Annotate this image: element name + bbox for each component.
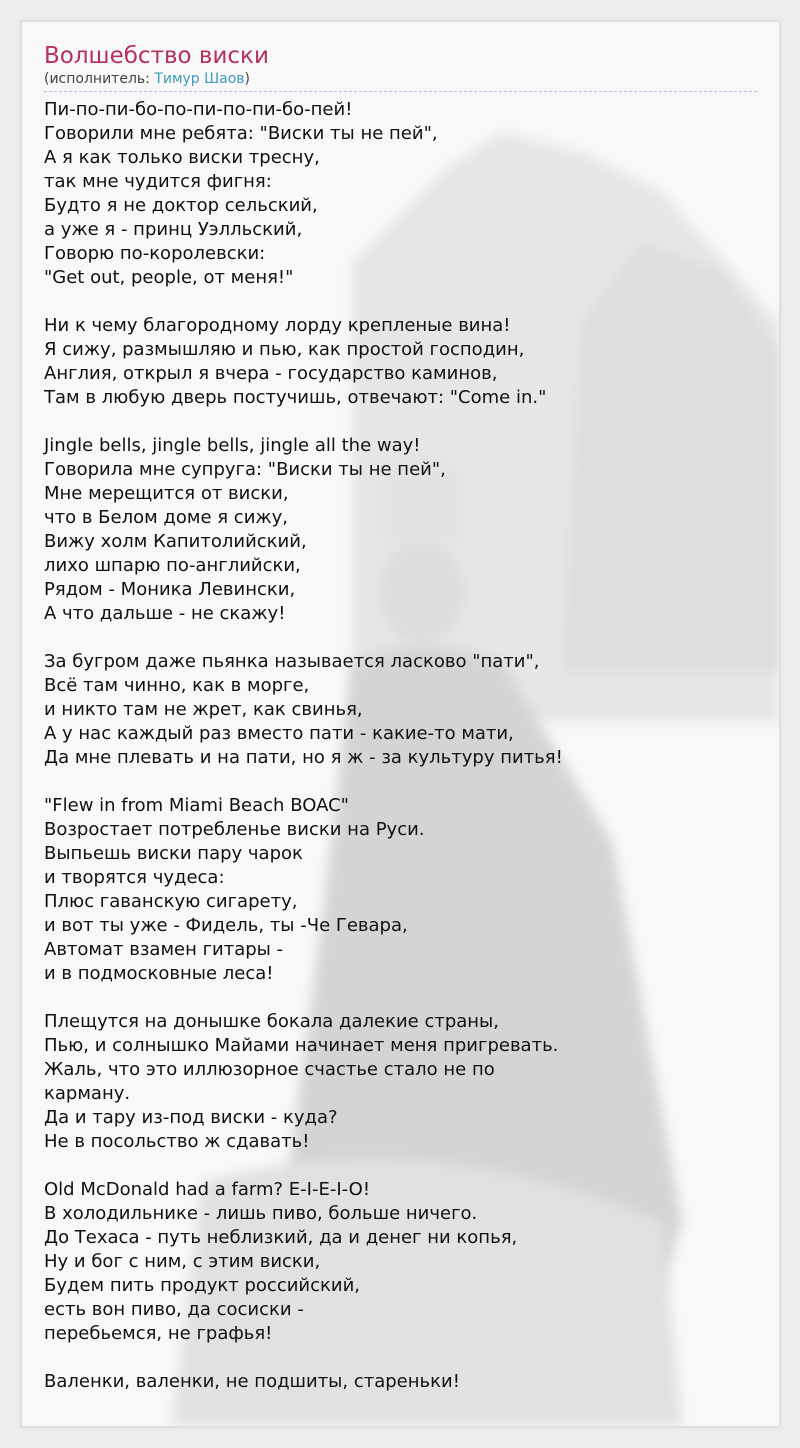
lyrics-text: Пи-по-пи-бо-по-пи-по-пи-бо-пей! Говорили мне ребята: "Виски ты не пей", А я как только виски тресну, так мне чудится фигня: Будто я не доктор сельский, а уже я - принц Уэлльский, Говорю по-королевски: "Get out, people, от меня!" Ни к чему благородному лорду крепленые вина! Я сижу, размышляю и пью, как простой господин, Англия, открыл я вчера - государство каминов, Там в любую дверь постучишь, отвечают: "Come in." Jingle bells, jingle bells, jingle all the way! Говорила мне супруга: "Виски ты не пей", Мне мерещится от виски, что в Белом доме я сижу, Вижу холм Капитолийский, лихо шпарю по-английски, Рядом - Моника Левински, А что дальше - не скажу! За бугром даже пьянка называется ласково "пати", Всё там чинно, как в морге, и никто там не жрет, как свинья, А у нас каждый раз вместо пати - какие-то мати, Да мне плевать и на пати, но я ж - за культуру питья! "Flew in from Miami Beach BOAC" Возростает потребленье виски на Руси. Выпьешь виски пару чарок и творятся чудеса: Плюс гаванскую сигарету, и вот ты уже - Фидель, ты -Че Гевара, Автомат взамен гитары - и в подмосковные леса! Плещутся на донышке бокала далекие страны, Пью, и солнышко Майами начинает меня пригревать. Жаль, что это иллюзорное счастье стало не по карману. Да и тару из-под виски - куда? Не в посольство ж сдавать! Old McDonald had a farm? E-I-E-I-O! В холодильнике - лишь пиво, больше ничего. До Техаса - путь неблизкий, да и денег ни копья, Ну и бог с ним, с этим виски, Будем пить продукт российский, есть вон пиво, да сосиски - перебьемся, не графья! Валенки, валенки, не подшиты, стареньки! [44,99,563,1392]
artist-byline [44,70,757,92]
song-header [44,42,757,92]
artist-link[interactable]: Тимур Шаов [154,71,245,87]
byline-suffix: ) [244,71,250,87]
song-title: Волшебство виски [44,43,269,69]
lyrics-card [21,21,780,1427]
byline-prefix: (исполнитель: [44,71,155,87]
